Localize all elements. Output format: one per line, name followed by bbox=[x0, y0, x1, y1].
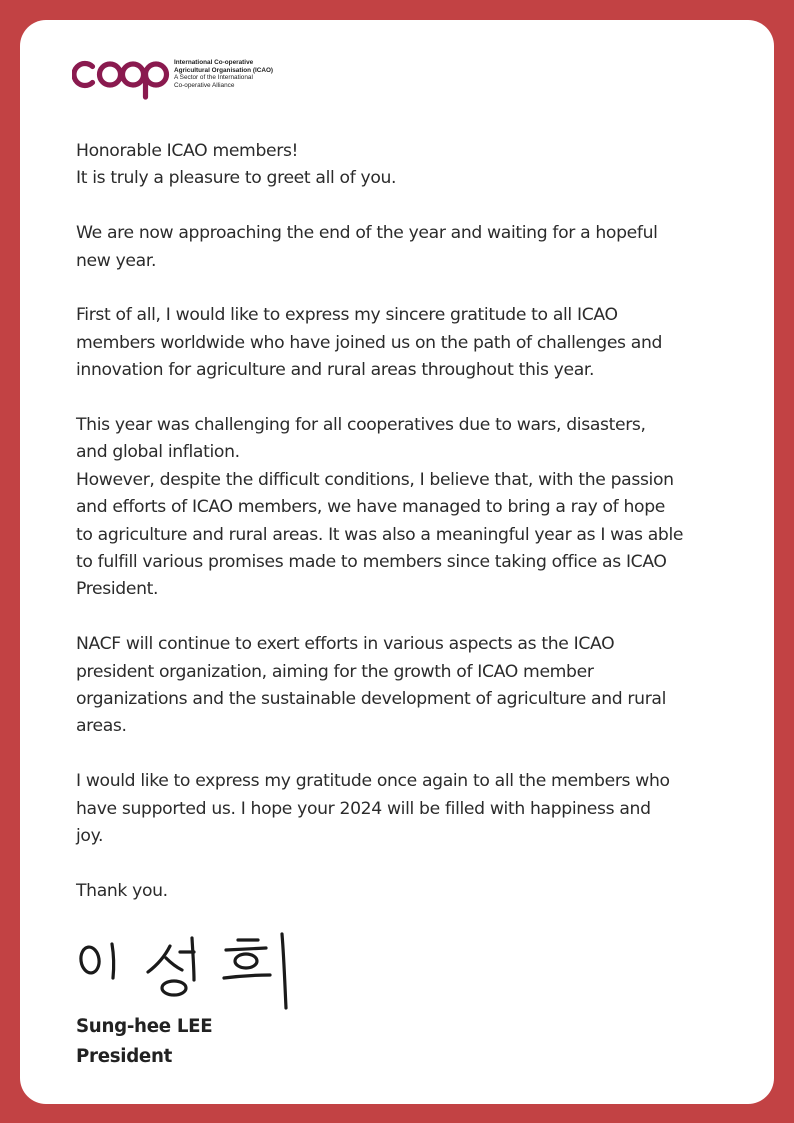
letter-line: joy. bbox=[76, 826, 104, 847]
org-line: Co-operative Alliance bbox=[174, 81, 235, 89]
signer-name: Sung-hee LEE bbox=[76, 1016, 213, 1037]
signer-block bbox=[76, 1012, 212, 1072]
coop-logo bbox=[72, 56, 302, 102]
letter-line: Thank you. bbox=[76, 880, 168, 901]
letter-paragraph bbox=[76, 631, 726, 741]
letter-line: First of all, I would like to express my sincere gratitude to all ICAO bbox=[76, 305, 618, 326]
letter-line: NACF will continue to exert efforts in various aspects as the ICAO bbox=[76, 634, 615, 655]
letter-line: new year. bbox=[76, 250, 157, 271]
letter-line: and efforts of ICAO members, we have managed to bring a ray of hope bbox=[76, 497, 665, 518]
letter-body bbox=[76, 138, 726, 933]
letter-paragraph bbox=[76, 302, 726, 384]
letter-paragraph bbox=[76, 138, 726, 193]
letter-line: have supported us. I hope your 2024 will be filled with happiness and bbox=[76, 798, 651, 819]
letter-line: President. bbox=[76, 579, 159, 600]
letter-line: I would like to express my gratitude once again to all the members who bbox=[76, 771, 670, 792]
letter-line: members worldwide who have joined us on the path of challenges and bbox=[76, 332, 663, 353]
letter-sheet bbox=[20, 20, 774, 1104]
coop-logo-icon bbox=[72, 56, 172, 102]
letter-line: This year was challenging for all cooperatives due to wars, disasters, bbox=[76, 415, 646, 436]
letter-line: and global inflation. bbox=[76, 442, 240, 463]
org-line: International Co-operative bbox=[174, 59, 254, 66]
letter-line: president organization, aiming for the growth of ICAO member bbox=[76, 661, 594, 682]
letter-line: areas. bbox=[76, 716, 127, 737]
org-line: A Sector of the International bbox=[174, 74, 253, 82]
letter-line: innovation for agriculture and rural areas throughout this year. bbox=[76, 360, 595, 381]
letter-line: to fulfill various promises made to members since taking office as ICAO bbox=[76, 552, 667, 573]
handwritten-signature bbox=[70, 928, 290, 1012]
letter-paragraph bbox=[76, 412, 726, 604]
letter-line: It is truly a pleasure to greet all of you. bbox=[76, 168, 397, 189]
letter-line: organizations and the sustainable development of agriculture and rural bbox=[76, 689, 667, 710]
letter-line: We are now approaching the end of the year and waiting for a hopeful bbox=[76, 223, 658, 244]
letter-paragraph bbox=[76, 878, 726, 905]
letter-paragraph bbox=[76, 220, 726, 275]
signer-title: President bbox=[76, 1046, 172, 1067]
org-line: Agricultural Organisation (ICAO) bbox=[174, 66, 274, 74]
organization-name bbox=[174, 59, 273, 89]
letter-line: Honorable ICAO members! bbox=[76, 141, 299, 161]
letter-paragraph bbox=[76, 768, 726, 850]
letter-line: to agriculture and rural areas. It was also a meaningful year as I was able bbox=[76, 524, 684, 545]
letter-line: However, despite the difficult conditions, I believe that, with the passion bbox=[76, 469, 674, 490]
